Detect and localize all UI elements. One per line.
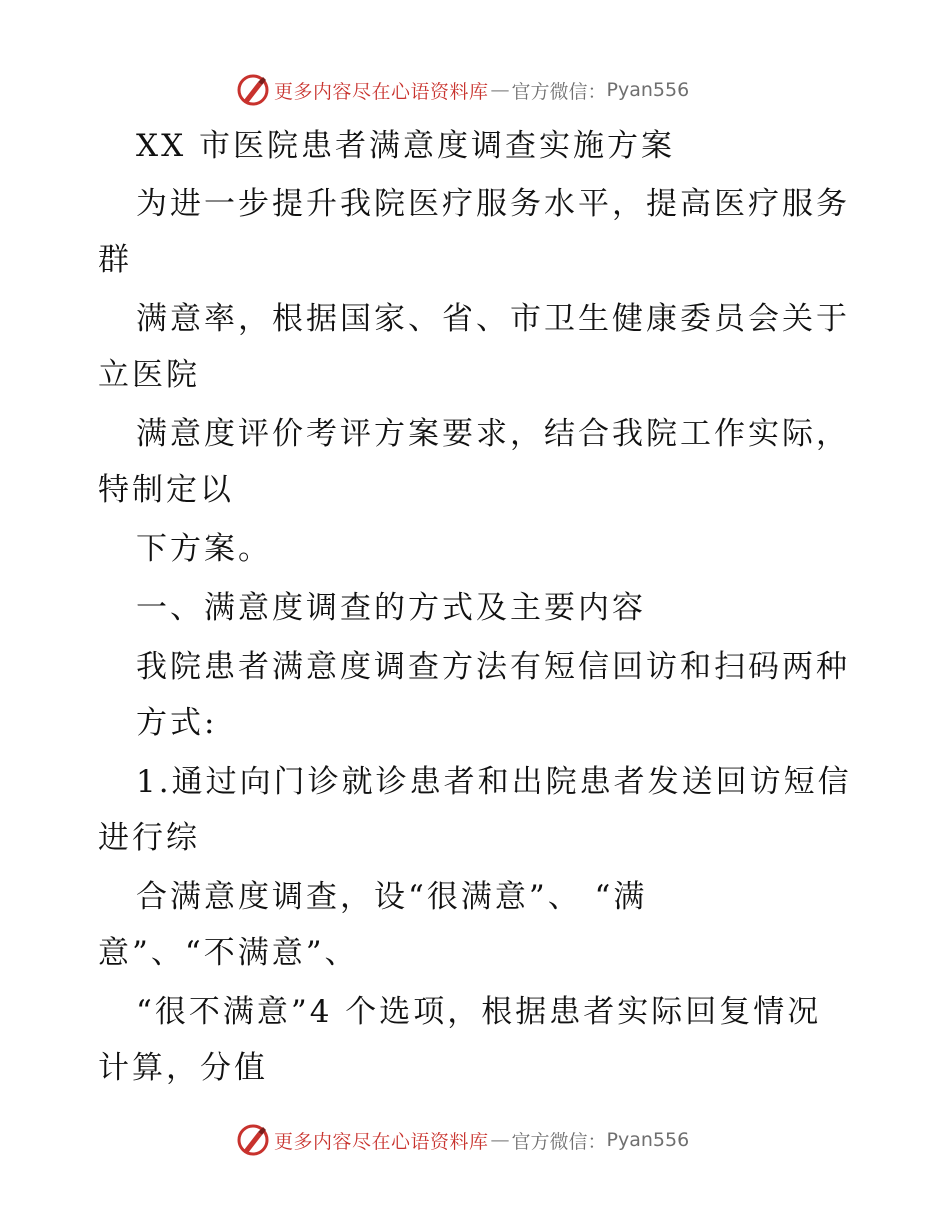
watermark-wechat-label: 官方微信： [511,80,607,103]
list-item-line: 1.通过向门诊就诊患者和出院患者发送回访短信 [136,764,852,800]
header-watermark [236,72,689,108]
watermark-dash: — [490,79,510,101]
watermark-wechat-id: Pyan556 [606,1129,690,1151]
pen-logo-icon [236,1123,270,1157]
watermark-dash: — [490,1129,510,1151]
paragraph-line: 计算，分值 [98,1050,268,1086]
section-heading: 一、满意度调查的方式及主要内容 [136,590,646,626]
paragraph-line: “很不满意”4 个选项，根据患者实际回复情况 [136,994,822,1030]
paragraph-line: 合满意度调查，设“很满意”、 “满 [136,879,648,915]
paragraph-line: 满意度评价考评方案要求，结合我院工作实际， [136,416,850,452]
paragraph-line: 满意率，根据国家、省、市卫生健康委员会关于 [136,301,850,337]
watermark-text: 更多内容尽在心语资料库 [274,80,489,103]
pen-logo-icon [236,73,270,107]
paragraph-line: 进行综 [98,820,200,856]
paragraph-line: 方式: [136,705,218,741]
footer-watermark [236,1122,689,1158]
watermark-text: 更多内容尽在心语资料库 [274,1130,489,1153]
paragraph-line: 为进一步提升我院医疗服务水平，提高医疗服务 [136,186,850,222]
watermark-wechat-label: 官方微信： [511,1130,607,1153]
paragraph-line: 我院患者满意度调查方法有短信回访和扫码两种 [136,649,850,685]
paragraph-line: 群 [98,242,132,278]
paragraph-line: 意”、“不满意”、 [98,935,359,971]
paragraph-line: 下方案。 [136,531,272,567]
paragraph-line: 特制定以 [98,472,234,508]
document-title: XX 市医院患者满意度调查实施方案 [136,128,675,164]
paragraph-line: 立医院 [98,357,200,393]
watermark-wechat-id: Pyan556 [606,79,690,101]
